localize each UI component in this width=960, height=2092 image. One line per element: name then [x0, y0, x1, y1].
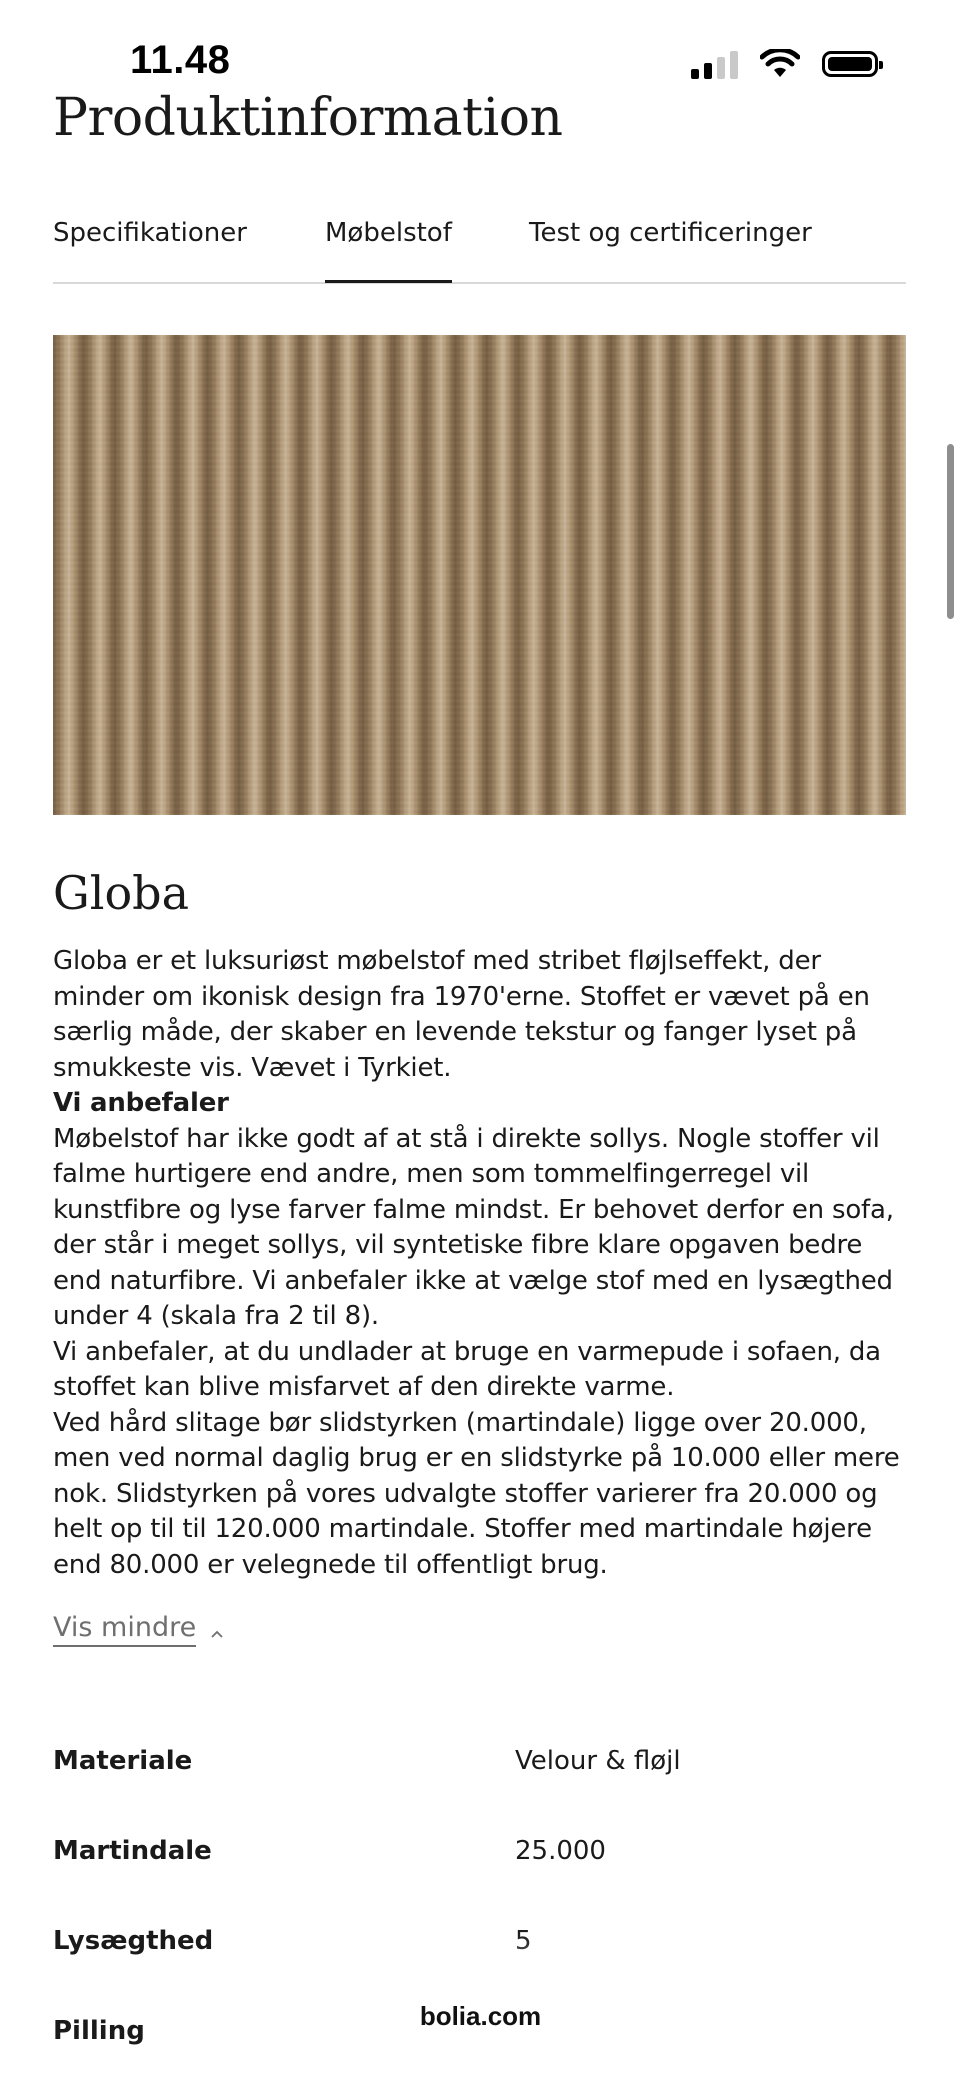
wifi-icon	[760, 49, 800, 79]
browser-url-pill[interactable]: bolia.com	[378, 1980, 583, 2052]
spec-key: Materiale	[53, 1746, 193, 1776]
cellular-signal-icon	[691, 49, 738, 79]
spec-row	[53, 1822, 906, 1912]
page-title: Produktinformation	[53, 88, 563, 148]
fabric-name: Globa	[53, 866, 190, 920]
spec-key: Martindale	[53, 1836, 212, 1866]
spec-value: 5	[515, 1926, 532, 1956]
status-icons	[691, 46, 878, 82]
recommend-paragraph: Møbelstof har ikke godt af at stå i direkte sollys. Nogle stoffer vil falme hurtigere end andre, men som tommelfingerregel vil kunstfibre og lyse farver falme mindst. Er behovet derfor en sofa, der står i meget sollys, vil syntetiske fibre klare opgaven bedre end naturfibre. Vi anbefaler ikke at vælge stof med en lysægthed under 4 (skala fra 2 til 8).	[53, 1123, 894, 1331]
fabric-description	[53, 944, 913, 1583]
tab-bar	[53, 214, 906, 284]
recommend-heading: Vi anbefaler	[53, 1088, 229, 1118]
fabric-swatch-image	[53, 335, 906, 815]
spec-value: Velour & fløjl	[515, 1746, 681, 1776]
scrollbar-thumb[interactable]	[947, 444, 954, 619]
tab-mobelstof[interactable]: Møbelstof	[325, 218, 452, 283]
spec-value: 25.000	[515, 1836, 606, 1866]
show-less-toggle[interactable]	[53, 1612, 224, 1647]
spec-key: Lysægthed	[53, 1926, 214, 1956]
fabric-intro-text: Globa er et luksuriøst møbelstof med stribet fløjlseffekt, der minder om ikonisk design fra 1970'erne. Stoffet er vævet på en særlig måde, der skaber en levende tekstur og fanger lyset på smukkeste vis. Vævet i Tyrkiet.	[53, 946, 870, 1083]
spec-key: Pilling	[53, 2016, 145, 2046]
chevron-up-icon	[210, 1627, 224, 1641]
spec-row	[53, 1732, 906, 1822]
recommend-paragraph: Ved hård slitage bør slidstyrken (martindale) ligge over 20.000, men ved normal daglig brug er en slidstyrke på 10.000 eller mere nok. Slidstyrken på vores udvalgte stoffer varierer fra 20.000 og helt op til til 120.000 martindale. Stoffer med martindale højere end 80.000 er velegnede til offentligt brug.	[53, 1407, 900, 1580]
battery-icon	[822, 51, 878, 77]
show-less-label: Vis mindre	[53, 1612, 196, 1647]
status-time: 11.48	[130, 38, 231, 82]
tab-specifikationer[interactable]: Specifikationer	[53, 218, 247, 248]
recommend-paragraph: Vi anbefaler, at du undlader at bruge en varmepude i sofaen, da stoffet kan blive misfarvet af den direkte varme.	[53, 1336, 881, 1402]
tab-test-og-certificeringer[interactable]: Test og certificeringer	[529, 218, 812, 248]
